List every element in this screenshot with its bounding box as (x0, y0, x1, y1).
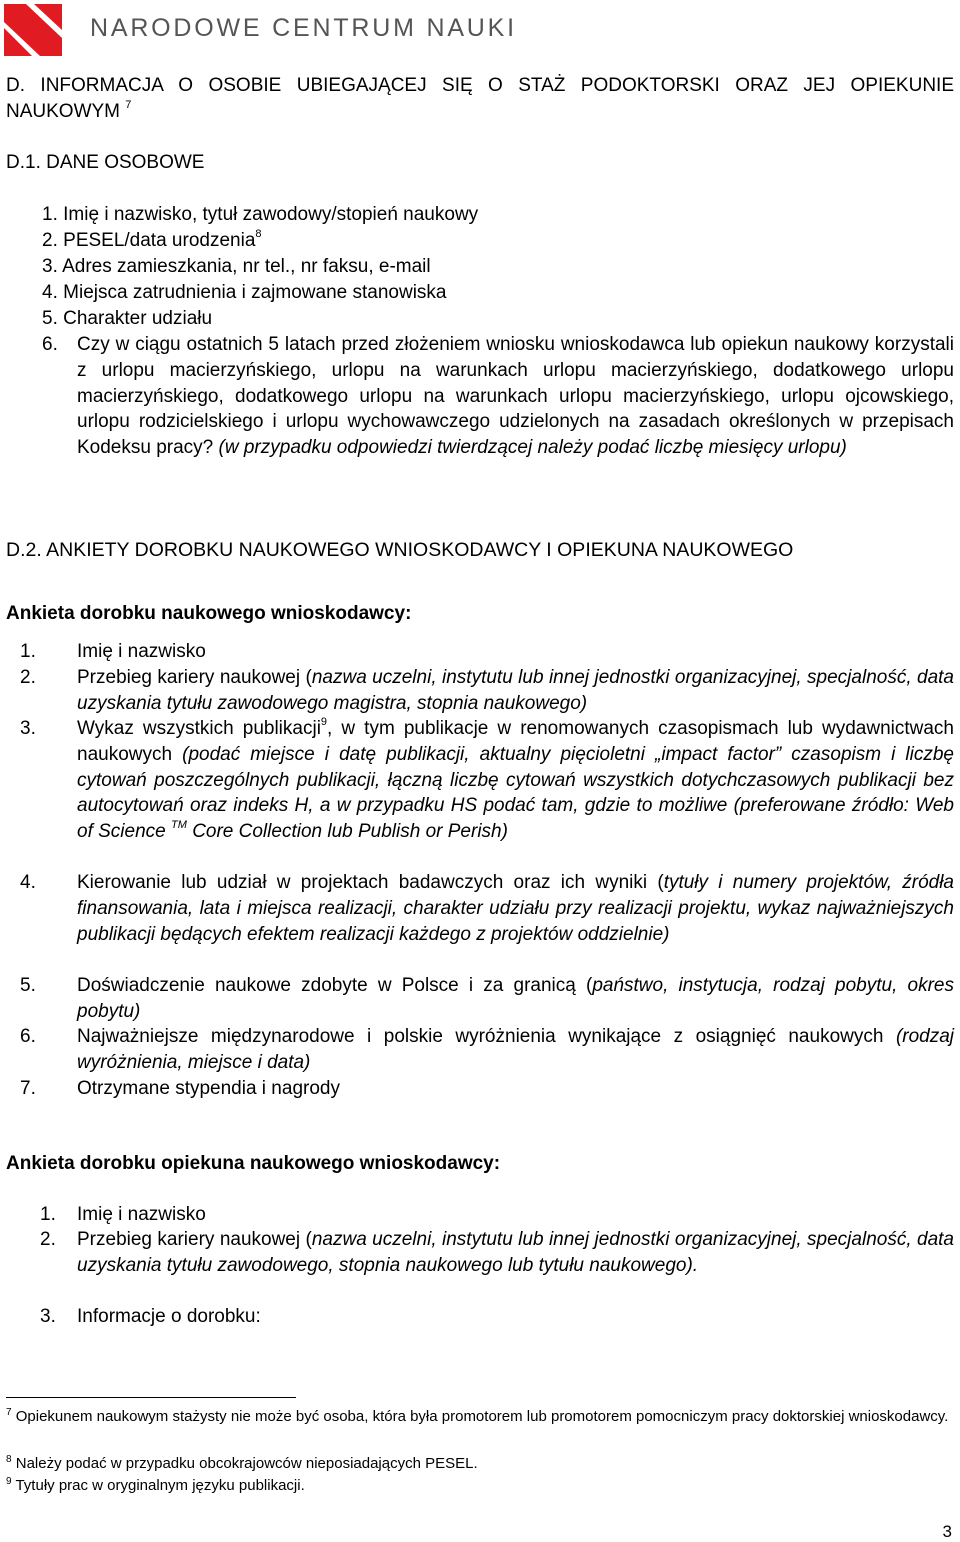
list-item: 3. Wykaz wszystkich publikacji$^9$, w tym publikacje w renomowanych czasopismach lub wydawnictwach naukowych (podać miejsce i datę publikacji, aktualny pięcioletni „impact factor” czasopism i liczbę cytowań poszczególnych publikacji, łączną liczbę cytowań wszystkich dotychczasowych publikacji bez autocytowań oraz indeks H, a w przypadku HS podać tam, gdzie to możliwe (preferowane źródło: Web of Science ™ Core Collection lub Publish or Perish) (20, 716, 954, 843)
footnote: $^9$ Tytuły prac w oryginalnym języku publikacji. (6, 1476, 305, 1494)
footnote-ref: 8 (255, 228, 262, 240)
list-item: 6. Czy w ciągu ostatnich 5 latach przed złożeniem wniosku wnioskodawca lub opiekun naukowy korzystali z urlopu macierzyńskiego, urlopu na warunkach urlopu macierzyńskiego, dodatkowego urlopu macierzyńskiego, dodatkowego urlopu na warunkach urlopu macierzyńskiego, urlopu ojcowskiego, urlopu rodzicielskiego i urlopu wychowawczego udzielonych na zasadach określonych w przepisach Kodeksu pracy? (w przypadku odpowiedzi twierdzącej należy podać liczbę miesięcy urlopu) (42, 334, 954, 459)
d2-title: D.2. ANKIETY DOROBKU NAUKOWEGO WNIOSKODAWCY I OPIEKUNA NAUKOWEGO (6, 539, 794, 561)
footnote: $^7$ Opiekunem naukowym stażysty nie może być osoba, która była promotorem lub promotorem pomocniczym pracy doktorskiej wnioskodawcy. (6, 1407, 949, 1425)
list-item: 5. Doświadczenie naukowe zdobyte w Polsce i za granicą (państwo, instytucja, rodzaj pobytu, okres pobytu) (20, 975, 954, 1022)
page-header (0, 0, 960, 60)
list-item: 7. Otrzymane stypendia i nagrody (20, 1078, 340, 1099)
supervisor-heading: Ankieta dorobku opiekuna naukowego wnioskodawcy: (6, 1153, 501, 1174)
applicant-heading: Ankieta dorobku naukowego wnioskodawcy: (6, 603, 412, 624)
footnote-ref: 9 (320, 716, 328, 728)
list-item: 6. Najważniejsze międzynarodowe i polskie wyróżnienia wynikające z osiągnięć naukowych (rodzaj wyróżnienia, miejsce i data) (20, 1026, 955, 1073)
page-number: 3 (942, 1522, 952, 1541)
list-item: 4. Kierowanie lub udział w projektach badawczych oraz ich wyniki (tytuły i numery projektów, źródła finansowania, lata i miejsca realizacji, charakter udziału przy realizacji projektu, wykaz najważniejszych publikacji będących efektem realizacji każdego z projektów oddzielnie) (20, 872, 954, 945)
list-item: 3. Adres zamieszkania, nr tel., nr faksu, e-mail (42, 256, 431, 277)
section-d-title: D. INFORMACJA O OSOBIE UBIEGAJĄCEJ SIĘ O STAŻ PODOKTORSKI ORAZ JEJ OPIEKUNIE NAUKOWYM $^7$ (6, 75, 954, 122)
list-item: 1. Imię i nazwisko, tytuł zawodowy/stopień naukowy (42, 204, 479, 225)
d1-title: D.1. DANE OSOBOWE (6, 152, 205, 173)
footnote-divider (6, 1397, 296, 1398)
list-item: 1. Imię i nazwisko (20, 641, 206, 662)
list-item: 5. Charakter udziału (42, 308, 213, 329)
list-item: 2. Przebieg kariery naukowej (nazwa uczelni, instytutu lub innej jednostki organizacyjnej, specjalność, data uzyskania tytułu zawodowego, stopnia naukowego lub tytułu naukowego). (40, 1229, 954, 1276)
list-item: 2. Przebieg kariery naukowej (nazwa uczelni, instytutu lub innej jednostki organizacyjnej, specjalność, data uzyskania tytułu zawodowego magistra, stopnia naukowego) (20, 667, 954, 714)
list-item: 1. Imię i nazwisko (40, 1204, 206, 1225)
footnote: $^8$ Należy podać w przypadku obcokrajowców nieposiadających PESEL. (6, 1454, 478, 1472)
ncn-logo-icon (4, 4, 62, 56)
list-item: 3. Informacje o dorobku: (40, 1306, 261, 1327)
list-item: 2. PESEL/data urodzenia$^8$ (42, 228, 262, 251)
list-item: 4. Miejsca zatrudnienia i zajmowane stanowiska (42, 282, 447, 303)
org-name: NARODOWE CENTRUM NAUKI (90, 14, 517, 42)
footnote-ref: 7 (125, 99, 132, 111)
